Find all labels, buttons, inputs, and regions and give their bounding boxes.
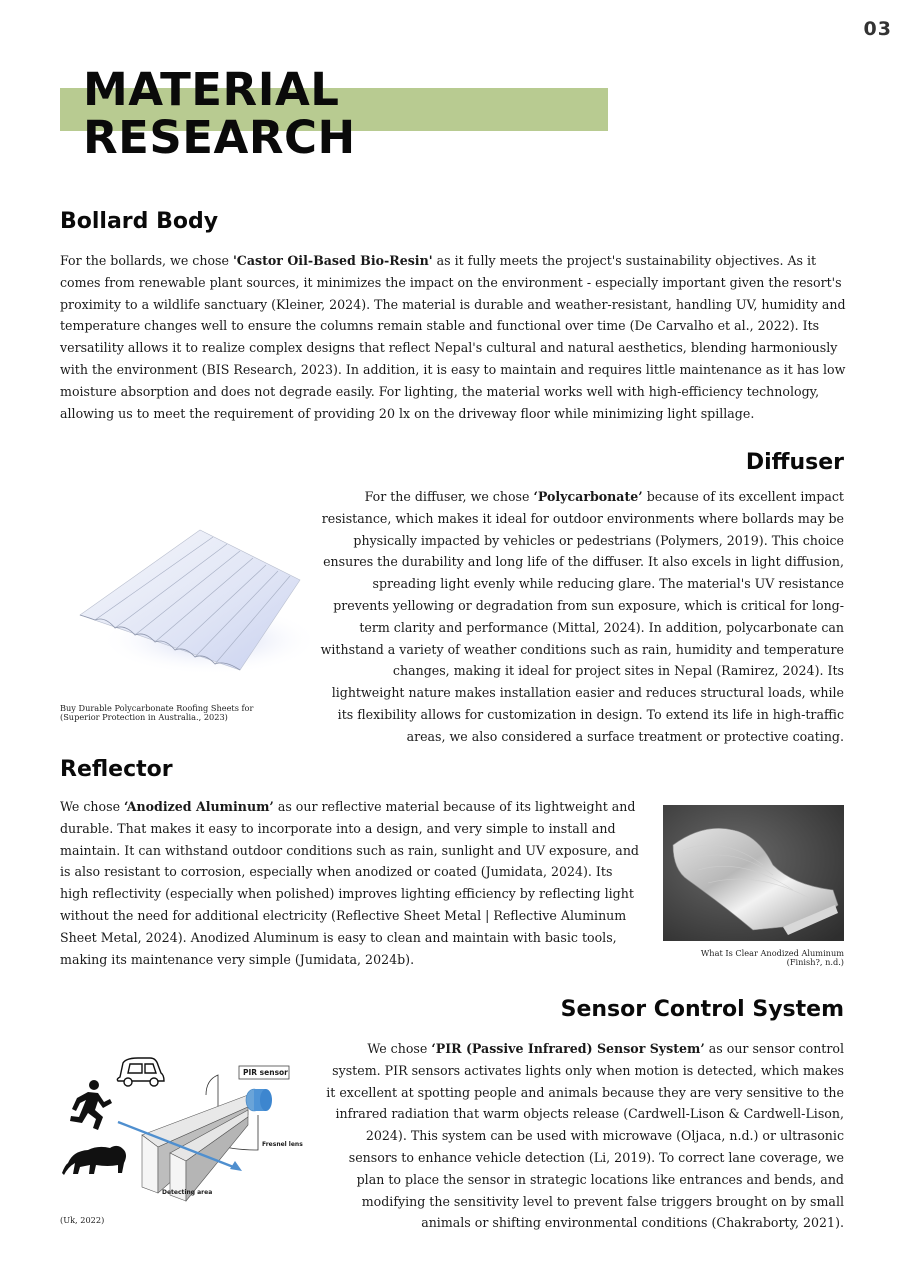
car-icon [117, 1058, 164, 1086]
diffuser-paragraph [318, 486, 844, 748]
reflector-paragraph [60, 796, 640, 970]
bollard-text-before: For the bollards, we chose [60, 253, 233, 268]
sensor-text-after: as our sensor control system. PIR sensors activates lights only when motion is detected, which makes it excellent at spotting people and animals because they are very sensitive to the infrared radiation that warm objects release (Cardwell-Lison & Cardwell-Lison, 2024). This system can be used with microwave (Oljaca, n.d.) or ultrasonic sensors to enhance vehicle detection (Li, 2019). To correct lane coverage, we plan to place the sensor in strategic locations like entrances and bends, and modifying the sensitivity level to prevent false triggers brought on by small animals or shifting environmental conditions (Chakraborty, 2021). [326, 1041, 844, 1231]
polycarbonate-caption-line-1: Buy Durable Polycarbonate Roofing Sheets for [60, 703, 254, 713]
sensor-system-name: ‘PIR (Passive Infrared) Sensor System’ [431, 1041, 705, 1056]
aluminum-caption-line-1: What Is Clear Anodized Aluminum [700, 948, 844, 958]
page-title-line-2: RESEARCH [83, 111, 356, 164]
fresnel-lens-label: Fresnel lens [262, 1141, 303, 1148]
lion-icon [62, 1146, 126, 1175]
anodized-aluminum-photo [663, 805, 844, 941]
page-number: 03 [863, 18, 892, 40]
polycarbonate-image-caption [60, 704, 310, 721]
diffuser-material-name: ‘Polycarbonate’ [533, 489, 643, 504]
reflector-text-before: We chose [60, 799, 125, 814]
diffuser-text-after: because of its excellent impact resistance, which makes it ideal for outdoor environments where bollards may be physically impacted by vehicles or pedestrians (Polymers, 2019). This choice ensures the durability and long life of the diffuser. It also excels in light diffusion, spreading light evenly while reducing glare. The material's UV resistance prevents yellowing or degradation from sun exposure, which is critical for long-term clarity and performance (Mittal, 2024). In addition, polycarbonate can withstand a variety of weather conditions such as rain, humidity and temperature changes, making it ideal for project sites in Nepal (Ramirez, 2024). Its lightweight nature makes installation easier and reduces structural loads, while its flexibility allows for customization in design. To extend its life in high-traffic areas, we also considered a surface treatment or protective coating. [320, 489, 844, 744]
section-heading-reflector: Reflector [60, 757, 173, 782]
polycarbonate-sheet-illustration [70, 520, 310, 685]
page-title-line-1: MATERIAL [83, 63, 340, 116]
diffuser-text-before: For the diffuser, we chose [364, 489, 534, 504]
aluminum-image-caption [660, 949, 844, 966]
page-title [83, 63, 356, 164]
pir-diagram-graphic [58, 1055, 308, 1205]
polycarbonate-sheet-image [70, 520, 310, 685]
bollard-text-after: as it fully meets the project's sustainability objectives. As it comes from renewable plant sources, it minimizes the impact on the environment - especially important given the resort's proximity to a wildlife sanctuary (Kleiner, 2024). The material is durable and weather-resistant, handling UV, humidity and temperature changes well to ensure the columns remain stable and functional over time (De Carvalho et al., 2022). Its versatility allows it to realize complex designs that reflect Nepal's cultural and natural aesthetics, blending harmoniously with the environment (BIS Research, 2023). In addition, it is easy to maintain and requires little maintenance as it has low moisture absorption and does not degrade easily. For lighting, the material works well with high-efficiency technology, allowing us to meet the requirement of providing 20 lx on the driveway floor while minimizing light spillage. [60, 253, 846, 421]
anodized-aluminum-image [663, 805, 844, 941]
pir-sensor-label: PIR sensor [243, 1068, 288, 1077]
running-person-icon [70, 1080, 112, 1130]
sensor-text-before: We chose [367, 1041, 432, 1056]
reflector-material-name: ‘Anodized Aluminum’ [124, 799, 274, 814]
section-heading-diffuser: Diffuser [745, 450, 844, 475]
aluminum-caption-line-2: (Finish?, n.d.) [786, 956, 844, 967]
sensor-paragraph [325, 1038, 844, 1234]
section-heading-sensor: Sensor Control System [560, 997, 844, 1022]
section-heading-bollard: Bollard Body [60, 209, 219, 234]
reflector-text-after: as our reflective material because of its lightweight and durable. That makes it easy to incorporate into a design, and very simple to install and maintain. It can withstand outdoor conditions such as rain, sunlight and UV exposure, and is also resistant to corrosion, especially when anodized or coated (Jumidata, 2024). Its high reflectivity (especially when polished) improves lighting efficiency by reflecting light without the need for additional electricity (Reflective Sheet Metal | Reflective Aluminum Sheet Metal, 2024). Anodized Aluminum is easy to clean and maintain with basic tools, making its maintenance very simple (Jumidata, 2024b). [60, 799, 639, 967]
bollard-paragraph [60, 250, 850, 424]
detecting-area-label: Detecting area [162, 1189, 213, 1196]
pir-image-caption: (Uk, 2022) [60, 1215, 105, 1225]
pir-sensor-diagram [58, 1055, 308, 1205]
polycarbonate-caption-line-2: (Superior Protection in Australia., 2023) [60, 711, 228, 722]
bollard-material-name: 'Castor Oil-Based Bio-Resin' [232, 253, 433, 268]
